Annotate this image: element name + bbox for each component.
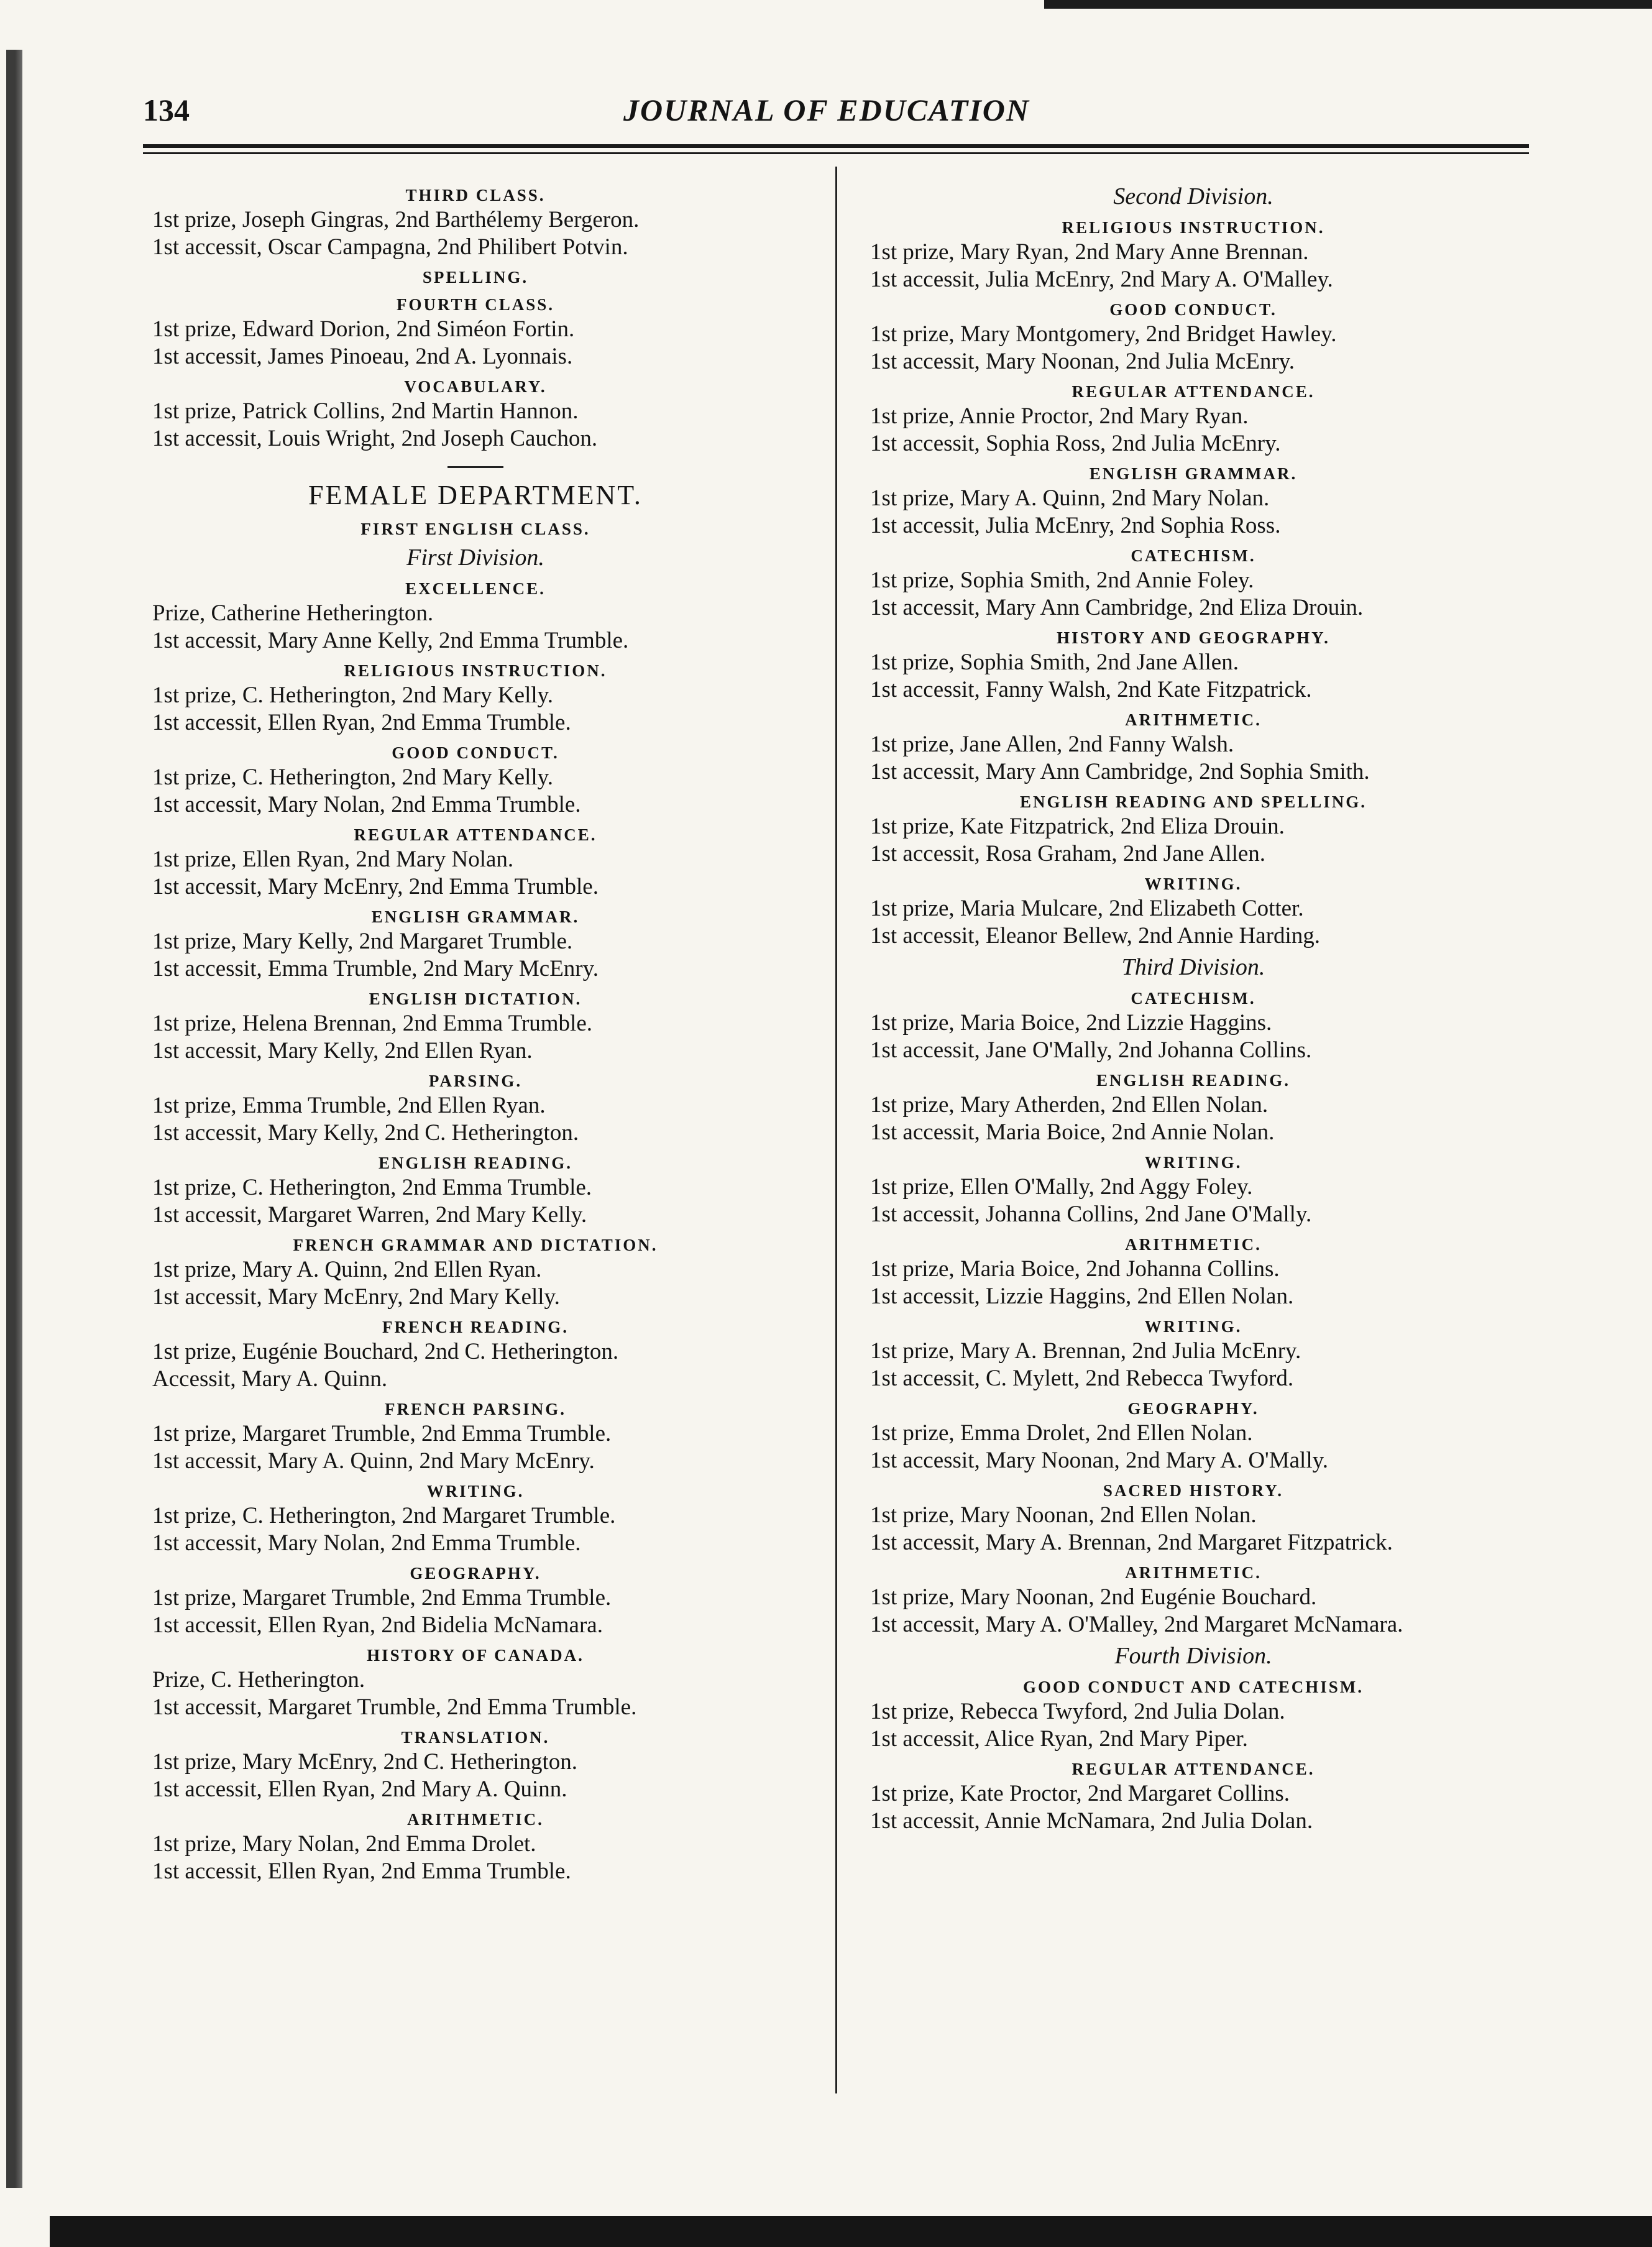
prize-line: 1st prize, C. Hetherington, 2nd Margaret Trumble.	[152, 1503, 616, 1528]
division-heading: Second Division.	[1113, 183, 1273, 209]
header-rule-thin	[143, 152, 1529, 154]
prize-line: 1st accessit, Fanny Walsh, 2nd Kate Fitzpatrick.	[870, 677, 1312, 702]
prize-line: 1st prize, Mary Kelly, 2nd Margaret Trumble.	[152, 929, 573, 954]
prize-line: 1st prize, Kate Proctor, 2nd Margaret Collins.	[870, 1781, 1290, 1806]
subject-heading: HISTORY OF CANADA.	[367, 1646, 584, 1665]
prize-line: 1st prize, Rebecca Twyford, 2nd Julia Dolan.	[870, 1699, 1285, 1724]
department-heading: FEMALE DEPARTMENT.	[308, 480, 643, 510]
prize-line: 1st accessit, Louis Wright, 2nd Joseph Cauchon.	[152, 426, 598, 451]
subject-heading: GEOGRAPHY.	[410, 1564, 541, 1583]
prize-line: 1st accessit, Ellen Ryan, 2nd Mary A. Quinn.	[152, 1776, 567, 1802]
prize-line: 1st prize, Sophia Smith, 2nd Jane Allen.	[870, 650, 1239, 675]
subject-heading: ENGLISH DICTATION.	[369, 990, 582, 1008]
subject-heading: PARSING.	[428, 1072, 523, 1090]
subject-heading: ARITHMETIC.	[1125, 710, 1262, 729]
subject-heading: RELIGIOUS INSTRUCTION.	[1062, 218, 1325, 237]
subject-heading: REGULAR ATTENDANCE.	[1072, 382, 1315, 401]
subject-heading: ENGLISH READING.	[1096, 1071, 1291, 1090]
division-heading: Fourth Division.	[1114, 1643, 1272, 1669]
subject-heading: SACRED HISTORY.	[1103, 1481, 1284, 1500]
prize-line: 1st prize, Ellen O'Mally, 2nd Aggy Foley.	[870, 1174, 1253, 1200]
subject-heading: ENGLISH READING.	[378, 1154, 573, 1172]
prize-line: 1st prize, Maria Boice, 2nd Johanna Collins.	[870, 1256, 1280, 1282]
running-title: JOURNAL OF EDUCATION	[623, 93, 1030, 127]
subject-heading: GOOD CONDUCT.	[392, 743, 559, 762]
prize-line: 1st accessit, Margaret Trumble, 2nd Emma Trumble.	[152, 1694, 637, 1720]
prize-line: 1st accessit, Mary Kelly, 2nd C. Hetherington.	[152, 1120, 579, 1146]
subject-heading: REGULAR ATTENDANCE.	[354, 825, 597, 844]
prize-line: 1st prize, Margaret Trumble, 2nd Emma Trumble.	[152, 1585, 612, 1611]
prize-line: 1st prize, Mary A. Brennan, 2nd Julia McEnry.	[870, 1338, 1301, 1364]
prize-line: 1st accessit, Mary Kelly, 2nd Ellen Ryan.	[152, 1038, 533, 1064]
prize-line: 1st accessit, Lizzie Haggins, 2nd Ellen Nolan.	[870, 1284, 1294, 1309]
subject-heading: VOCABULARY.	[404, 377, 547, 396]
prize-line: 1st accessit, Ellen Ryan, 2nd Emma Trumble.	[152, 710, 571, 735]
subject-heading: FRENCH GRAMMAR AND DICTATION.	[293, 1236, 658, 1254]
prize-line: 1st prize, Mary Nolan, 2nd Emma Drolet.	[152, 1831, 536, 1857]
prize-line: 1st accessit, Mary McEnry, 2nd Mary Kelly.	[152, 1284, 560, 1310]
prize-line: 1st accessit, Julia McEnry, 2nd Mary A. O'Malley.	[870, 267, 1333, 292]
prize-line: 1st prize, C. Hetherington, 2nd Emma Trumble.	[152, 1175, 592, 1200]
subject-heading: GEOGRAPHY.	[1127, 1399, 1259, 1418]
prize-line: 1st prize, Mary Noonan, 2nd Ellen Nolan.	[870, 1502, 1257, 1528]
prize-line: 1st accessit, Mary Anne Kelly, 2nd Emma Trumble.	[152, 628, 629, 653]
subject-heading: ENGLISH GRAMMAR.	[1089, 464, 1298, 483]
division-heading: Third Division.	[1121, 954, 1265, 980]
prize-line: 1st accessit, Mary Noonan, 2nd Julia McEnry.	[870, 349, 1295, 374]
prize-line: 1st prize, Joseph Gingras, 2nd Barthélemy Bergeron.	[152, 207, 640, 232]
prize-line: 1st accessit, Ellen Ryan, 2nd Bidelia McNamara.	[152, 1612, 603, 1638]
prize-line: 1st prize, Sophia Smith, 2nd Annie Foley.	[870, 567, 1254, 593]
prize-line: 1st prize, Maria Mulcare, 2nd Elizabeth Cotter.	[870, 896, 1304, 921]
subject-heading: GOOD CONDUCT AND CATECHISM.	[1022, 1678, 1364, 1696]
prize-line: 1st prize, Kate Fitzpatrick, 2nd Eliza Drouin.	[870, 814, 1285, 839]
subject-heading: SPELLING.	[422, 268, 529, 287]
left-column	[127, 179, 824, 1885]
prize-line: 1st accessit, Rosa Graham, 2nd Jane Allen.	[870, 841, 1266, 866]
prize-line: 1st accessit, Mary Noonan, 2nd Mary A. O'Mally.	[870, 1448, 1328, 1473]
prize-line: 1st prize, Ellen Ryan, 2nd Mary Nolan.	[152, 847, 514, 872]
prize-line: 1st prize, C. Hetherington, 2nd Mary Kelly.	[152, 682, 553, 708]
subject-heading: TRANSLATION.	[401, 1728, 550, 1747]
prize-line: 1st prize, Edward Dorion, 2nd Siméon Fortin.	[152, 316, 575, 342]
subject-heading: ARITHMETIC.	[407, 1810, 544, 1829]
subject-heading: FRENCH READING.	[382, 1318, 569, 1336]
prize-line: 1st prize, Mary Atherden, 2nd Ellen Nolan.	[870, 1092, 1269, 1118]
prize-line: 1st accessit, Mary A. Quinn, 2nd Mary McEnry.	[152, 1448, 595, 1474]
subject-heading: FRENCH PARSING.	[384, 1400, 566, 1418]
prize-line: 1st prize, Mary Noonan, 2nd Eugénie Bouchard.	[870, 1584, 1317, 1610]
prize-line: 1st prize, Eugénie Bouchard, 2nd C. Hetherington.	[152, 1339, 619, 1364]
prize-line: 1st prize, Jane Allen, 2nd Fanny Walsh.	[870, 732, 1234, 757]
prize-line: 1st accessit, Margaret Warren, 2nd Mary Kelly.	[152, 1202, 587, 1228]
prize-line: 1st prize, Helena Brennan, 2nd Emma Trumble.	[152, 1011, 593, 1036]
scan-edge-shadow	[6, 50, 22, 2188]
prize-line: 1st prize, Emma Trumble, 2nd Ellen Ryan.	[152, 1093, 546, 1118]
subject-heading: CATECHISM.	[1131, 989, 1256, 1008]
subject-heading: CATECHISM.	[1131, 546, 1256, 565]
subject-heading: THIRD CLASS.	[405, 186, 546, 204]
page-header	[143, 92, 1510, 142]
prize-line: 1st accessit, Mary Ann Cambridge, 2nd Eliza Drouin.	[870, 595, 1364, 620]
prize-line: 1st accessit, C. Mylett, 2nd Rebecca Twyford.	[870, 1366, 1294, 1391]
prize-line: 1st prize, Mary A. Quinn, 2nd Mary Nolan.	[870, 485, 1270, 511]
prize-line: Prize, C. Hetherington.	[152, 1667, 365, 1693]
prize-line: 1st accessit, James Pinoeau, 2nd A. Lyonnais.	[152, 344, 573, 369]
prize-line: 1st accessit, Emma Trumble, 2nd Mary McEnry.	[152, 956, 599, 981]
subject-heading: WRITING.	[1144, 875, 1242, 893]
prize-line: 1st accessit, Jane O'Mally, 2nd Johanna Collins.	[870, 1037, 1312, 1063]
prize-line: 1st prize, C. Hetherington, 2nd Mary Kelly.	[152, 765, 553, 790]
page-number: 134	[143, 93, 190, 127]
prize-line: 1st accessit, Johanna Collins, 2nd Jane O'Mally.	[870, 1202, 1312, 1227]
prize-line: 1st accessit, Oscar Campagna, 2nd Philibert Potvin.	[152, 234, 628, 260]
prize-line: 1st accessit, Mary A. Brennan, 2nd Margaret Fitzpatrick.	[870, 1530, 1393, 1555]
subject-heading: RELIGIOUS INSTRUCTION.	[344, 661, 607, 680]
section-divider	[447, 466, 503, 468]
prize-line: 1st prize, Mary A. Quinn, 2nd Ellen Ryan.	[152, 1257, 542, 1282]
subject-heading: ARITHMETIC.	[1125, 1235, 1262, 1254]
prize-line: 1st accessit, Julia McEnry, 2nd Sophia Ross.	[870, 513, 1281, 538]
prize-line: 1st accessit, Mary Nolan, 2nd Emma Trumble.	[152, 1530, 581, 1556]
prize-line: 1st accessit, Mary McEnry, 2nd Emma Trumble.	[152, 874, 599, 899]
subject-heading: ARITHMETIC.	[1125, 1563, 1262, 1582]
prize-line: 1st prize, Patrick Collins, 2nd Martin Hannon.	[152, 398, 579, 424]
subject-heading: REGULAR ATTENDANCE.	[1072, 1760, 1315, 1778]
prize-line: 1st prize, Margaret Trumble, 2nd Emma Trumble.	[152, 1421, 612, 1446]
prize-line: 1st accessit, Annie McNamara, 2nd Julia Dolan.	[870, 1808, 1313, 1834]
prize-line: Prize, Catherine Hetherington.	[152, 600, 434, 626]
prize-line: 1st accessit, Mary Ann Cambridge, 2nd Sophia Smith.	[870, 759, 1370, 784]
subject-heading: FIRST ENGLISH CLASS.	[360, 520, 590, 538]
prize-line: 1st prize, Mary Montgomery, 2nd Bridget Hawley.	[870, 321, 1337, 347]
prize-line: 1st accessit, Mary Nolan, 2nd Emma Trumble.	[152, 792, 581, 817]
subject-heading: ENGLISH READING AND SPELLING.	[1019, 793, 1367, 811]
scan-bottom-border	[50, 2216, 1652, 2247]
subject-heading: HISTORY AND GEOGRAPHY.	[1057, 628, 1330, 647]
column-divider	[835, 167, 837, 2093]
prize-line: Accessit, Mary A. Quinn.	[152, 1366, 388, 1392]
division-heading: First Division.	[406, 545, 544, 571]
subject-heading: ENGLISH GRAMMAR.	[371, 908, 580, 926]
prize-line: 1st prize, Emma Drolet, 2nd Ellen Nolan.	[870, 1420, 1253, 1446]
prize-line: 1st accessit, Mary A. O'Malley, 2nd Margaret McNamara.	[870, 1612, 1403, 1637]
prize-line: 1st accessit, Eleanor Bellew, 2nd Annie Harding.	[870, 923, 1321, 949]
subject-heading: WRITING.	[1144, 1153, 1242, 1172]
subject-heading: EXCELLENCE.	[405, 579, 546, 598]
scan-top-border	[1044, 0, 1652, 9]
prize-line: 1st accessit, Maria Boice, 2nd Annie Nolan.	[870, 1119, 1275, 1145]
header-rule	[143, 144, 1529, 148]
subject-heading: GOOD CONDUCT.	[1109, 300, 1277, 319]
prize-line: 1st prize, Mary McEnry, 2nd C. Hetherington.	[152, 1749, 578, 1775]
subject-heading: FOURTH CLASS.	[396, 295, 555, 314]
prize-line: 1st accessit, Ellen Ryan, 2nd Emma Trumble.	[152, 1859, 571, 1884]
prize-line: 1st prize, Annie Proctor, 2nd Mary Ryan.	[870, 403, 1249, 429]
prize-line: 1st prize, Maria Boice, 2nd Lizzie Haggins.	[870, 1010, 1272, 1036]
subject-heading: WRITING.	[1144, 1317, 1242, 1336]
prize-line: 1st accessit, Alice Ryan, 2nd Mary Piper.	[870, 1726, 1248, 1752]
subject-heading: WRITING.	[426, 1482, 525, 1500]
right-column	[845, 179, 1541, 1835]
prize-line: 1st accessit, Sophia Ross, 2nd Julia McEnry.	[870, 431, 1281, 456]
prize-line: 1st prize, Mary Ryan, 2nd Mary Anne Brennan.	[870, 239, 1309, 265]
